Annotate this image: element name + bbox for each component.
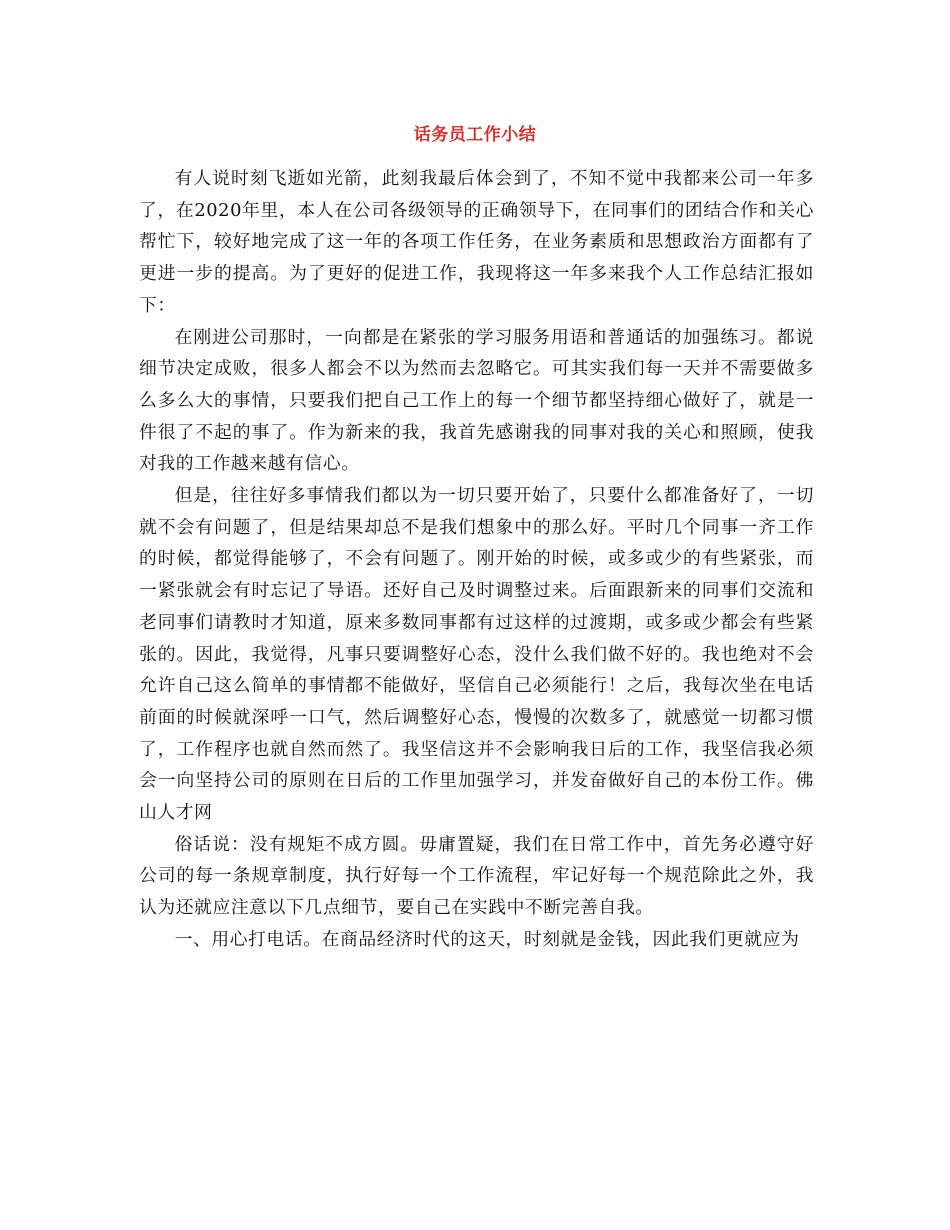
paragraph-4: 俗话说：没有规矩不成方圆。毋庸置疑，我们在日常工作中，首先务必遵守好公司的每一条规章制度，执行好每一个工作流程，牢记好每一个规范除此之外，我认为还就应注意以下几点细节，要自己在实践中不断完善自我。 [139,833,814,919]
paragraph-5: 一、用心打电话。在商品经济时代的这天，时刻就是金钱，因此我们更就应为 [174,928,800,950]
paragraph-3: 但是，往往好多事情我们都以为一切只要开始了，只要什么都准备好了，一切就不会有问题了，但是结果却总不是我们想象中的那么好。平时几个同事一齐工作的时候，都觉得能够了，不会有问题了。刚开始的时候，或多或少的有些紧张，而一紧张就会有时忘记了导语。还好自己及时调整过来。后面跟新来的同事们交流和老同事们请教时才知道，原来多数同事都有过这样的过渡期，或多或少都会有些紧张的。因此，我觉得，凡事只要调整好心态，没什么我们做不好的。我也绝对不会允许自己这么简单的事情都不能做好，坚信自己必须能行！之后，我每次坐在电话前面的时候就深呼一口气，然后调整好心态，慢慢的次数多了，就感觉一切都习惯了，工作程序也就自然而然了。我坚信这并不会影响我日后的工作，我坚信我必须会一向坚持公司的原则在日后的工作里加强学习，并发奋做好自己的本份工作。佛山人才网 [139,485,814,824]
paragraph-2: 在刚进公司那时，一向都是在紧张的学习服务用语和普通话的加强练习。都说细节决定成败，很多人都会不以为然而去忽略它。可其实我们每一天并不需要做多么多么大的事情，只要我们把自己工作上的每一个细节都坚持细心做好了，就是一件很了不起的事了。作为新来的我，我首先感谢我的同事对我的关心和照顾，使我对我的工作越来越有信心。 [139,326,814,475]
document-title: 话务员工作小结 [413,125,537,145]
document-body [139,163,814,956]
paragraph-1: 有人说时刻飞逝如光箭，此刻我最后体会到了，不知不觉中我都来公司一年多了，在2020年里，本人在公司各级领导的正确领导下，在同事们的团结合作和关心帮忙下，较好地完成了这一年的各项工作任务，在业务素质和思想政治方面都有了更进一步的提高。为了更好的促进工作，我现将这一年多来我个人工作总结汇报如下： [139,168,814,316]
